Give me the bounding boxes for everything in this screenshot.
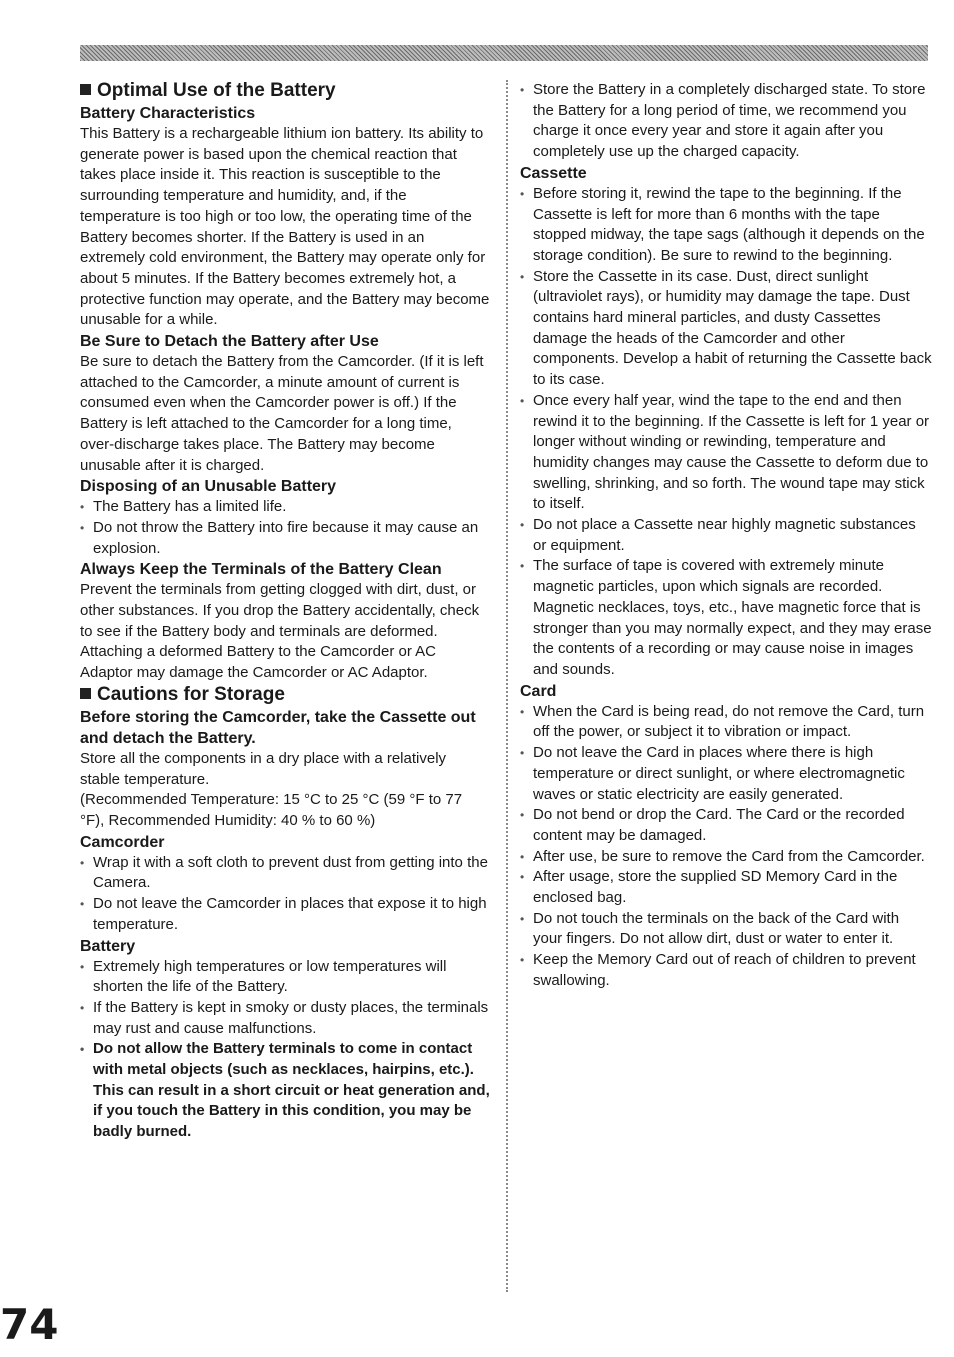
list-item: • When the Card is being read, do not remove the Card, turn off the power, or subject it to vibration or impact. — [520, 702, 932, 743]
subheading-disposing: Disposing of an Unusable Battery — [80, 478, 337, 496]
subheading-card: Card — [520, 682, 557, 700]
left-column — [80, 80, 490, 1143]
list-item: • Wrap it with a soft cloth to prevent dust from getting into the Camera. — [80, 853, 490, 894]
right-column — [520, 80, 932, 992]
list-item: • Extremely high temperatures or low temperatures will shorten the life of the Battery. — [80, 957, 490, 998]
square-bullet-icon — [80, 84, 91, 95]
list-item: • Do not leave the Card in places where there is high temperature or direct sunlight, or where electromagnetic waves or static electricity are easily generated. — [520, 743, 932, 805]
detach-body: Be sure to detach the Battery from the Camcorder. (If it is left attached to the Camcorder, a minute amount of current is consumed even when the Camcorder power is off.) If the Battery is left attached to the Camcorder for a long time, over-discharge takes place. The Battery may become unusable after it is charged. — [80, 353, 484, 474]
cassette-list — [520, 184, 932, 681]
list-item: • Keep the Memory Card out of reach of children to prevent swallowing. — [520, 950, 932, 991]
list-item: • The surface of tape is covered with extremely minute magnetic particles, upon which signals are recorded. Magnetic necklaces, toys, etc., have magnetic force that is stronger than you may normally expect, and they may erase the contents of a recording or may cause noise in images and sounds. — [520, 556, 932, 680]
subheading-battery: Battery — [80, 937, 136, 955]
recommended-conditions: (Recommended Temperature: 15 °C to 25 °C (59 °F to 77 °F), Recommended Humidity: 40 % to 60 %) — [80, 791, 463, 829]
disposing-list — [80, 497, 490, 559]
camcorder-list — [80, 853, 490, 936]
subheading-terminals: Always Keep the Terminals of the Battery Clean — [80, 561, 442, 579]
battery-warning: • Do not allow the Battery terminals to come in contact with metal objects (such as necklaces, hairpins, etc.). This can result in a short circuit or heat generation and, if you touch the Battery in this condition, you may be badly burned. — [80, 1039, 490, 1143]
list-item: • Store the Battery in a completely discharged state. To store the Battery for a long period of time, we recommend you charge it once every year and store it again after you completely use up the charged capacity. — [520, 80, 932, 163]
section-heading-storage: Cautions for Storage — [80, 684, 490, 706]
list-item: • Before storing it, rewind the tape to the beginning. If the Cassette is left for more than 6 months with the tape stopped midway, the tape sags (although it depends on the storage condition). Be sure to rewind to the beginning. — [520, 184, 932, 267]
subheading-characteristics: Battery Characteristics — [80, 105, 256, 122]
list-item: • The Battery has a limited life. — [80, 497, 490, 518]
battery-continued-list — [520, 80, 932, 163]
section-heading-battery: Optimal Use of the Battery — [80, 80, 490, 102]
list-item: • Do not place a Cassette near highly magnetic substances or equipment. — [520, 515, 932, 556]
page-number: 74 — [0, 1300, 59, 1349]
list-item: • If the Battery is kept in smoky or dusty places, the terminals may rust and cause malfunctions. — [80, 998, 490, 1039]
list-item: • After usage, store the supplied SD Memory Card in the enclosed bag. — [520, 867, 932, 908]
list-item: • After use, be sure to remove the Card from the Camcorder. — [520, 847, 932, 868]
list-item: • Store the Cassette in its case. Dust, direct sunlight (ultraviolet rays), or humidity may damage the tape. Dust contains hard mineral particles, and dusty Cassettes damage the heads of the Camcorder and other components. Develop a habit of returning the Cassette back to its case. — [520, 267, 932, 391]
column-divider — [506, 80, 508, 1292]
list-item: • Once every half year, wind the tape to the end and then rewind it to the beginning. If the Cassette is left for 1 year or longer without winding or rewinding, temperature and humidity changes may cause the Cassette to deform due to swelling, shrinking, and so forth. The wound tape may stick to itself. — [520, 391, 932, 515]
list-item: • Do not leave the Camcorder in places that expose it to high temperature. — [80, 894, 490, 935]
subheading-detach: Be Sure to Detach the Battery after Use — [80, 333, 379, 351]
characteristics-body: This Battery is a rechargeable lithium ion battery. Its ability to generate power is based upon the chemical reaction that takes place inside it. This reaction is susceptible to the surrounding temperature and humidity, and, if the temperature is too high or too low, the operating time of the Battery becomes shorter. If the Battery is used in an extremely cold environment, the Battery may operate only for about 5 minutes. If the Battery becomes extremely hot, a protective function may operate, and the Battery may become unusable for a while. — [80, 125, 490, 329]
header-bar — [80, 45, 928, 61]
subheading-cassette: Cassette — [520, 164, 587, 182]
terminals-body: Prevent the terminals from getting clogged with dirt, dust, or other substances. If you drop the Battery accidentally, check to see if the Battery body and terminals are deformed. Attaching a deformed Battery to the Camcorder or AC Adaptor may damage the Camcorder or AC Adaptor. — [80, 581, 480, 682]
before-storing-body: Store all the components in a dry place with a relatively stable temperature. — [80, 749, 447, 788]
battery-list — [80, 957, 490, 1143]
subheading-camcorder: Camcorder — [80, 833, 165, 851]
list-item: • Do not bend or drop the Card. The Card or the recorded content may be damaged. — [520, 805, 932, 846]
list-item: • Do not throw the Battery into fire because it may cause an explosion. — [80, 518, 490, 559]
subheading-before-storing: Before storing the Camcorder, take the Cassette out and detach the Battery. — [80, 708, 476, 747]
square-bullet-icon — [80, 688, 91, 699]
list-item: • Do not touch the terminals on the back of the Card with your fingers. Do not allow dirt, dust or water to enter it. — [520, 909, 932, 950]
card-list — [520, 702, 932, 992]
